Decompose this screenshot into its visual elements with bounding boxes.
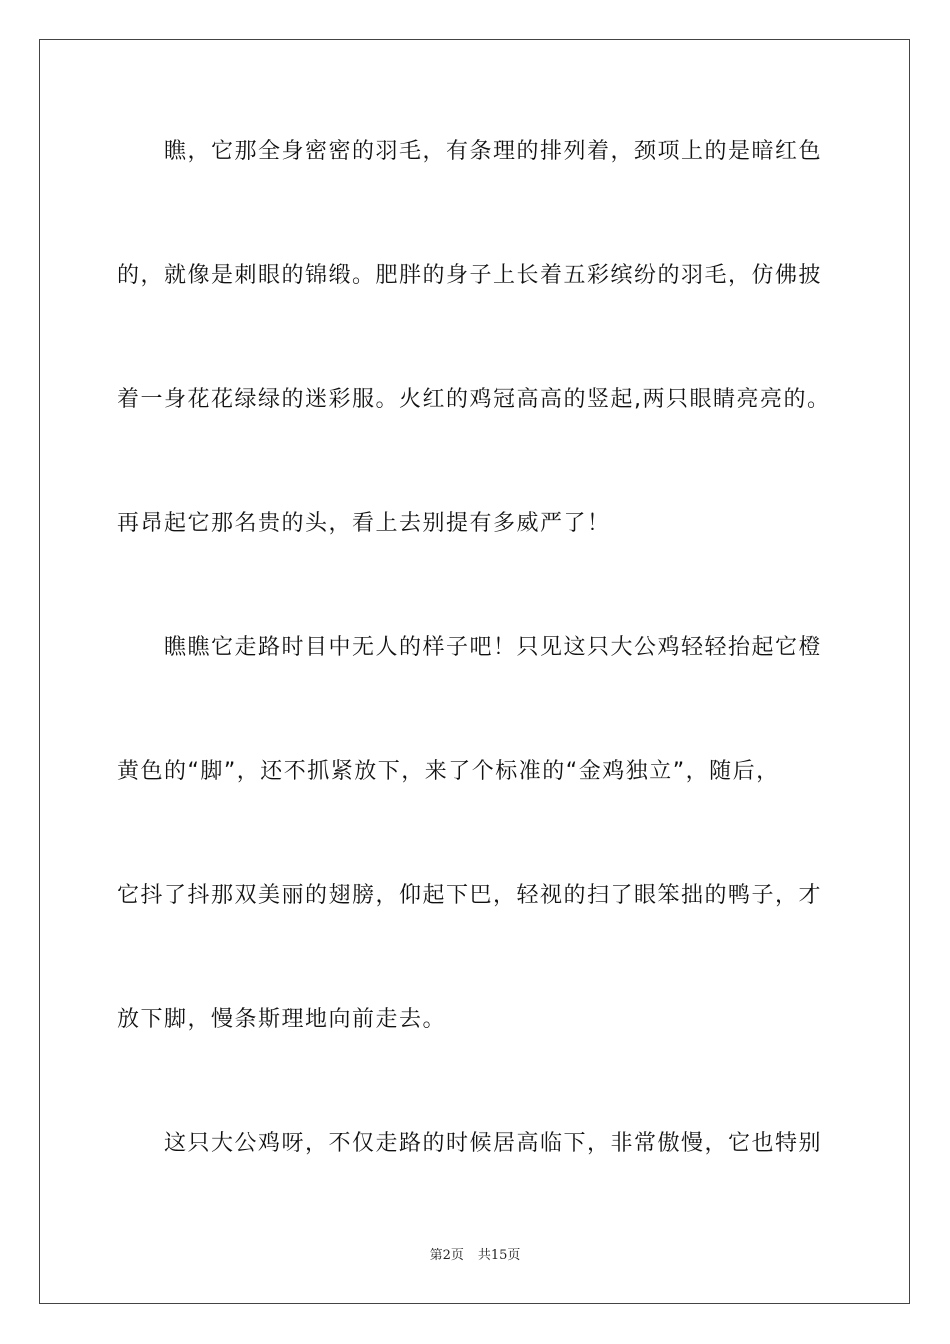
text-line: 的，就像是刺眼的锦缎。肥胖的身子上长着五彩缤纷的羽毛，仿佛披	[117, 263, 823, 288]
text-line: 这只大公鸡呀，不仅走路的时候居高临下，非常傲慢，它也特别	[164, 1131, 823, 1156]
text-line: 它抖了抖那双美丽的翅膀，仰起下巴，轻视的扫了眼笨拙的鸭子，才	[117, 883, 823, 908]
text-line: 瞧，它那全身密密的羽毛，有条理的排列着，颈项上的是暗红色	[164, 139, 823, 164]
text-line: 黄色的“脚”，还不抓紧放下，来了个标准的“金鸡独立”，随后，	[117, 759, 780, 784]
text-line: 放下脚，慢条斯理地向前走去。	[117, 1007, 447, 1032]
text-line: 再昂起它那名贵的头，看上去别提有多威严了！	[117, 511, 611, 536]
text-line: 着一身花花绿绿的迷彩服。火红的鸡冠高高的竖起,两只眼睛亮亮的。	[117, 387, 831, 412]
page-border	[39, 39, 910, 1304]
page-number: 第2页	[429, 1248, 464, 1263]
page-total: 共15页	[477, 1248, 521, 1263]
page-footer	[0, 1247, 950, 1265]
text-line: 瞧瞧它走路时目中无人的样子吧！只见这只大公鸡轻轻抬起它橙	[164, 635, 823, 660]
